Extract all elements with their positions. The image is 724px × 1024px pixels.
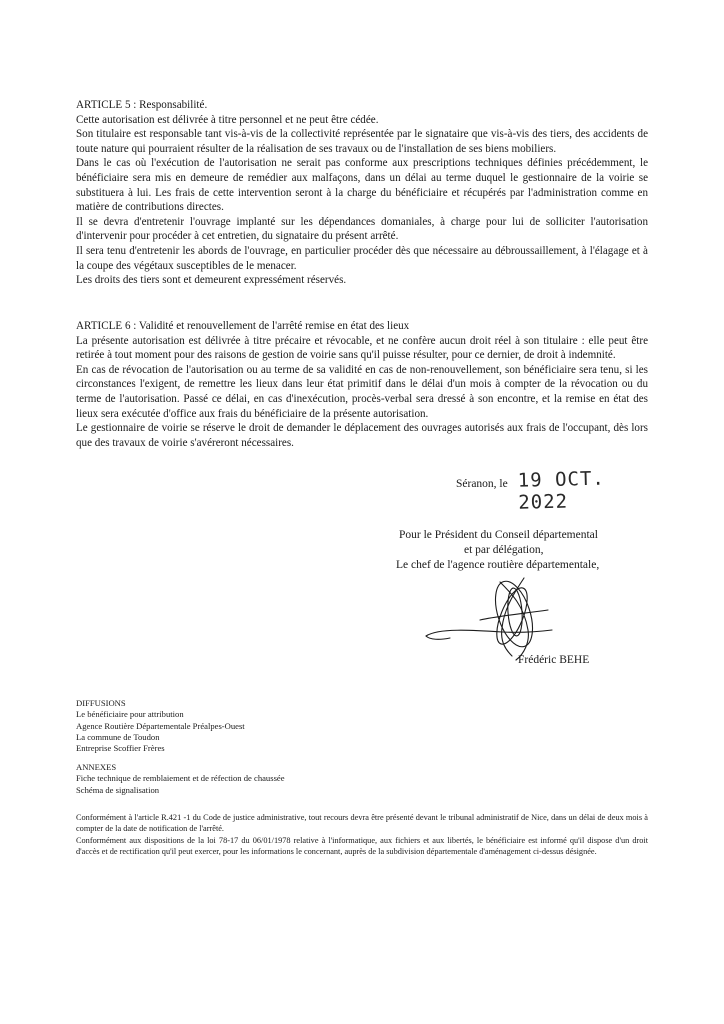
article-6-paragraph: Le gestionnaire de voirie se réserve le droit de demander le déplacement des ouvrages autorisés aux frais de l'occupant, dès lors que des travaux de voirie s'avéreront nécessaires.: [76, 422, 648, 449]
article-5-paragraph: Il sera tenu d'entretenir les abords de l'ouvrage, en particulier procéder dès que nécessaire au débroussaillement, à l'élagage et à la coupe des végétaux susceptibles de le menacer.: [76, 244, 648, 272]
article-6-paragraph: En cas de révocation de l'autorisation ou au terme de sa validité en cas de non-renouvellement, son bénéficiaire sera tenu, si les circonstances l'exigent, de remettre les lieux dans leur état primitif dans le délai d'un mois à compter de la révocation ou du terme de l'autorisation. Passé ce délai, en cas d'inexécution, procès-verbal sera dressé à son encontre, et la remise en état des lieux sera exécutée d'office aux frais du bénéficiaire de la présente autorisation.: [76, 363, 648, 420]
diffusions-item: La commune de Toudon: [76, 731, 160, 742]
diffusions-block: [76, 698, 245, 754]
legal-paragraph: Conformément à l'article R.421 -1 du Code de justice administrative, tout recours devra être présenté devant le tribunal administratif de Nice, dans un délai de deux mois à compter de la date de notification de l'arrêté.: [76, 813, 648, 834]
article-5-paragraph: Son titulaire est responsable tant vis-à-vis de la collectivité représentée par le signataire que vis-à-vis des tiers, des accidents de toute nature qui pourraient résulter de la réalisation de ses travaux ou de l'installation de ses biens mobiliers.: [76, 128, 648, 155]
date-stamp: 19 OCT. 2022: [517, 467, 606, 514]
article-5-paragraph: Les droits des tiers sont et demeurent expressément réservés.: [76, 274, 347, 287]
signer-name: Frédéric BEHE: [518, 654, 590, 666]
article-6-paragraph: La présente autorisation est délivrée à titre précaire et révocable, et ne confère aucun droit réel à son titulaire : elle peut être retirée à tout moment pour des raisons de gestion de voirie sans qu'il puisse résulter, pour ce dernier, de droit à indemnité.: [76, 334, 648, 362]
signatory-line: Le chef de l'agence routière départementale,: [396, 558, 600, 571]
place-date-label: Séranon, le: [456, 478, 508, 490]
article-6-heading: ARTICLE 6 : Validité et renouvellement de l'arrêté remise en état des lieux: [76, 320, 410, 332]
diffusions-item: Agence Routière Départementale Préalpes-Ouest: [76, 720, 245, 731]
legal-notice: [76, 812, 648, 857]
article-5: [76, 98, 648, 288]
signatory-line: Pour le Président du Conseil départemental: [399, 529, 598, 541]
annexes-item: Schéma de signalisation: [76, 784, 160, 795]
signatory-block: [396, 528, 656, 572]
diffusions-item: Le bénéficiaire pour attribution: [76, 709, 184, 720]
legal-paragraph: Conformément aux dispositions de la loi 78-17 du 06/01/1978 relative à l'informatique, aux fichiers et aux libertés, le bénéficiaire est informé qu'il dispose d'un droit d'accès et de rectification qu'il peut exercer, pour les informations le concernant, auprès de la subdivision départementale d'aménagement ci-dessus désignée.: [76, 835, 648, 856]
annexes-block: [76, 762, 285, 796]
article-5-heading: ARTICLE 5 : Responsabilité.: [76, 99, 208, 111]
article-5-paragraph: Cette autorisation est délivrée à titre personnel et ne peut être cédée.: [76, 113, 379, 126]
article-6: [76, 319, 648, 450]
diffusions-heading: DIFFUSIONS: [76, 698, 126, 708]
annexes-heading: ANNEXES: [76, 762, 117, 772]
article-5-paragraph: Il se devra d'entretenir l'ouvrage implanté sur les dépendances domaniales, à charge pour lui de solliciter l'autorisation d'intervenir pour procéder à cet entretien, du signataire du présent arrêté.: [76, 215, 648, 243]
diffusions-item: Entreprise Scoffier Frères: [76, 743, 165, 754]
annexes-item: Fiche technique de remblaiement et de réfection de chaussée: [76, 773, 285, 784]
date-line: [456, 467, 656, 514]
signatory-line: et par délégation,: [464, 543, 544, 556]
article-5-paragraph: Dans le cas où l'exécution de l'autorisation ne serait pas conforme aux prescriptions techniques définies précédemment, le bénéficiaire sera mis en demeure de remédier aux malfaçons, dans un délai au terme duquel le gestionnaire de la voirie se substituera à lui. Les frais de cette intervention seront à la charge du bénéficiaire et récupérés par l'administration comme en matière de contributions directes.: [76, 157, 648, 214]
